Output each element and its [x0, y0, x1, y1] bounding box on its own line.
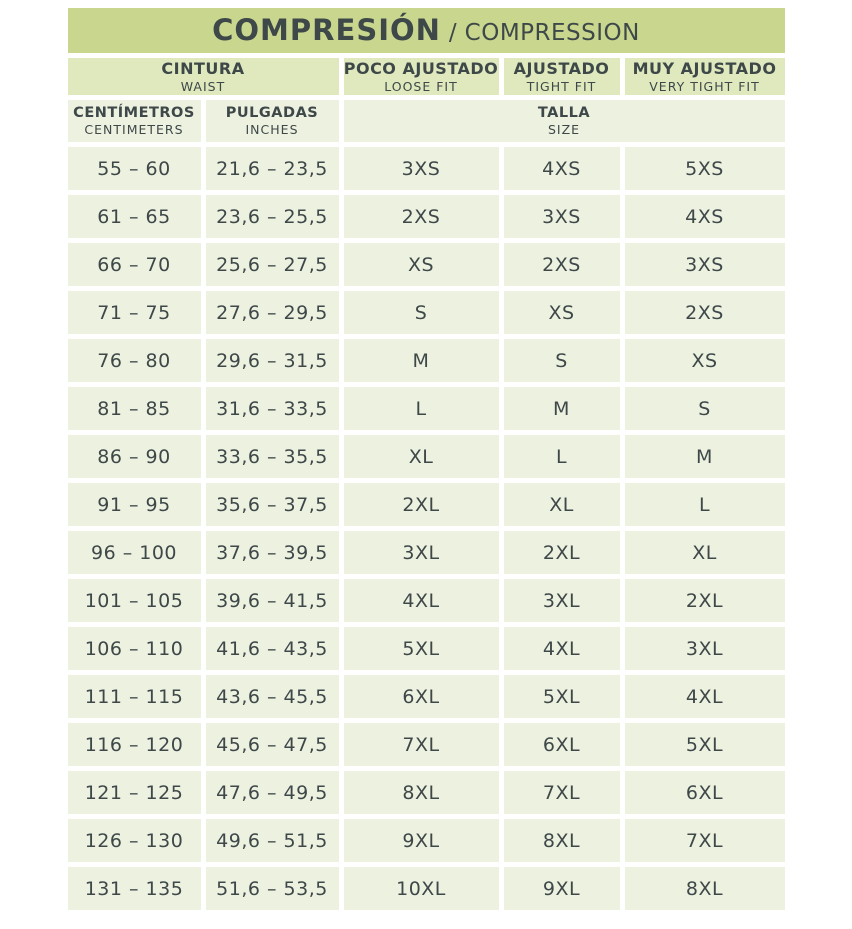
table-cell-tight-row-5: S: [504, 339, 620, 382]
table-cell-cm-row-9: 96 – 100: [68, 531, 201, 574]
chart-title-band: [68, 8, 785, 53]
table-cell-inches-row-14: 47,6 – 49,5: [206, 771, 339, 814]
table-cell-very_tight-row-4: 2XS: [625, 291, 785, 334]
title-separator: /: [448, 20, 457, 46]
table-cell-loose-row-1: 3XS: [344, 147, 499, 190]
table-cell-loose-row-13: 7XL: [344, 723, 499, 766]
table-cell-cm-row-14: 121 – 125: [68, 771, 201, 814]
table-cell-inches-row-1: 21,6 – 23,5: [206, 147, 339, 190]
table-cell-cm-row-3: 66 – 70: [68, 243, 201, 286]
table-cell-cm-row-11: 106 – 110: [68, 627, 201, 670]
subheader-size-es: TALLA: [537, 104, 591, 121]
column-header-tight-fit: [504, 58, 620, 95]
subheader-inches-en: INCHES: [245, 122, 299, 138]
table-cell-very_tight-row-9: XL: [625, 531, 785, 574]
column-header-very-tight-fit: [625, 58, 785, 95]
subheader-inches: [206, 100, 339, 142]
table-cell-very_tight-row-6: S: [625, 387, 785, 430]
table-cell-cm-row-12: 111 – 115: [68, 675, 201, 718]
table-cell-tight-row-13: 6XL: [504, 723, 620, 766]
table-cell-tight-row-12: 5XL: [504, 675, 620, 718]
table-cell-cm-row-5: 76 – 80: [68, 339, 201, 382]
subheader-centimeters-es: CENTÍMETROS: [73, 104, 195, 121]
table-cell-tight-row-8: XL: [504, 483, 620, 526]
table-cell-inches-row-13: 45,6 – 47,5: [206, 723, 339, 766]
table-cell-tight-row-15: 8XL: [504, 819, 620, 862]
table-cell-very_tight-row-11: 3XL: [625, 627, 785, 670]
table-cell-tight-row-1: 4XS: [504, 147, 620, 190]
size-chart: [68, 8, 785, 910]
table-cell-cm-row-8: 91 – 95: [68, 483, 201, 526]
table-cell-tight-row-9: 2XL: [504, 531, 620, 574]
subheader-size-en: SIZE: [547, 122, 581, 138]
table-cell-inches-row-8: 35,6 – 37,5: [206, 483, 339, 526]
table-cell-inches-row-12: 43,6 – 45,5: [206, 675, 339, 718]
column-header-waist: [68, 58, 339, 95]
table-cell-loose-row-16: 10XL: [344, 867, 499, 910]
subheader-centimeters-en: CENTIMETERS: [84, 122, 184, 138]
table-cell-cm-row-13: 116 – 120: [68, 723, 201, 766]
table-cell-loose-row-7: XL: [344, 435, 499, 478]
subheader-inches-es: PULGADAS: [225, 104, 319, 121]
table-cell-loose-row-6: L: [344, 387, 499, 430]
table-cell-inches-row-16: 51,6 – 53,5: [206, 867, 339, 910]
table-cell-loose-row-12: 6XL: [344, 675, 499, 718]
header-very-tight-en: VERY TIGHT FIT: [649, 78, 760, 94]
table-cell-very_tight-row-12: 4XL: [625, 675, 785, 718]
title-english: COMPRESSION: [464, 20, 640, 46]
table-cell-cm-row-2: 61 – 65: [68, 195, 201, 238]
table-cell-very_tight-row-3: 3XS: [625, 243, 785, 286]
table-cell-cm-row-6: 81 – 85: [68, 387, 201, 430]
header-tight-es: AJUSTADO: [513, 59, 610, 79]
table-cell-loose-row-15: 9XL: [344, 819, 499, 862]
header-waist-en: WAIST: [180, 78, 226, 94]
size-table: [68, 58, 785, 910]
table-cell-very_tight-row-13: 5XL: [625, 723, 785, 766]
table-cell-loose-row-4: S: [344, 291, 499, 334]
table-cell-inches-row-5: 29,6 – 31,5: [206, 339, 339, 382]
table-cell-inches-row-11: 41,6 – 43,5: [206, 627, 339, 670]
column-header-loose-fit: [344, 58, 499, 95]
table-cell-loose-row-9: 3XL: [344, 531, 499, 574]
table-cell-inches-row-7: 33,6 – 35,5: [206, 435, 339, 478]
header-tight-en: TIGHT FIT: [526, 78, 597, 94]
table-cell-very_tight-row-2: 4XS: [625, 195, 785, 238]
table-cell-very_tight-row-14: 6XL: [625, 771, 785, 814]
header-waist-es: CINTURA: [161, 59, 245, 79]
table-cell-cm-row-7: 86 – 90: [68, 435, 201, 478]
table-cell-inches-row-9: 37,6 – 39,5: [206, 531, 339, 574]
table-cell-tight-row-14: 7XL: [504, 771, 620, 814]
table-cell-tight-row-6: M: [504, 387, 620, 430]
table-cell-loose-row-5: M: [344, 339, 499, 382]
table-cell-very_tight-row-5: XS: [625, 339, 785, 382]
table-cell-inches-row-4: 27,6 – 29,5: [206, 291, 339, 334]
table-cell-tight-row-3: 2XS: [504, 243, 620, 286]
table-cell-tight-row-4: XS: [504, 291, 620, 334]
header-very-tight-es: MUY AJUSTADO: [632, 59, 777, 79]
table-cell-loose-row-8: 2XL: [344, 483, 499, 526]
table-cell-inches-row-3: 25,6 – 27,5: [206, 243, 339, 286]
header-loose-es: POCO AJUSTADO: [343, 59, 499, 79]
table-cell-inches-row-2: 23,6 – 25,5: [206, 195, 339, 238]
table-cell-loose-row-2: 2XS: [344, 195, 499, 238]
subheader-size: [344, 100, 785, 142]
table-cell-inches-row-15: 49,6 – 51,5: [206, 819, 339, 862]
title-spanish: COMPRESIÓN: [212, 13, 441, 47]
table-cell-tight-row-10: 3XL: [504, 579, 620, 622]
table-cell-loose-row-10: 4XL: [344, 579, 499, 622]
table-cell-cm-row-15: 126 – 130: [68, 819, 201, 862]
table-cell-cm-row-4: 71 – 75: [68, 291, 201, 334]
table-cell-tight-row-16: 9XL: [504, 867, 620, 910]
table-cell-cm-row-1: 55 – 60: [68, 147, 201, 190]
table-cell-loose-row-11: 5XL: [344, 627, 499, 670]
table-cell-inches-row-6: 31,6 – 33,5: [206, 387, 339, 430]
table-cell-very_tight-row-10: 2XL: [625, 579, 785, 622]
table-cell-cm-row-10: 101 – 105: [68, 579, 201, 622]
table-cell-very_tight-row-8: L: [625, 483, 785, 526]
table-cell-cm-row-16: 131 – 135: [68, 867, 201, 910]
table-cell-loose-row-14: 8XL: [344, 771, 499, 814]
table-cell-tight-row-11: 4XL: [504, 627, 620, 670]
table-cell-very_tight-row-15: 7XL: [625, 819, 785, 862]
table-cell-very_tight-row-7: M: [625, 435, 785, 478]
table-cell-very_tight-row-1: 5XS: [625, 147, 785, 190]
header-loose-en: LOOSE FIT: [384, 78, 458, 94]
table-cell-tight-row-7: L: [504, 435, 620, 478]
subheader-centimeters: [68, 100, 201, 142]
table-cell-very_tight-row-16: 8XL: [625, 867, 785, 910]
table-cell-loose-row-3: XS: [344, 243, 499, 286]
table-cell-tight-row-2: 3XS: [504, 195, 620, 238]
table-cell-inches-row-10: 39,6 – 41,5: [206, 579, 339, 622]
